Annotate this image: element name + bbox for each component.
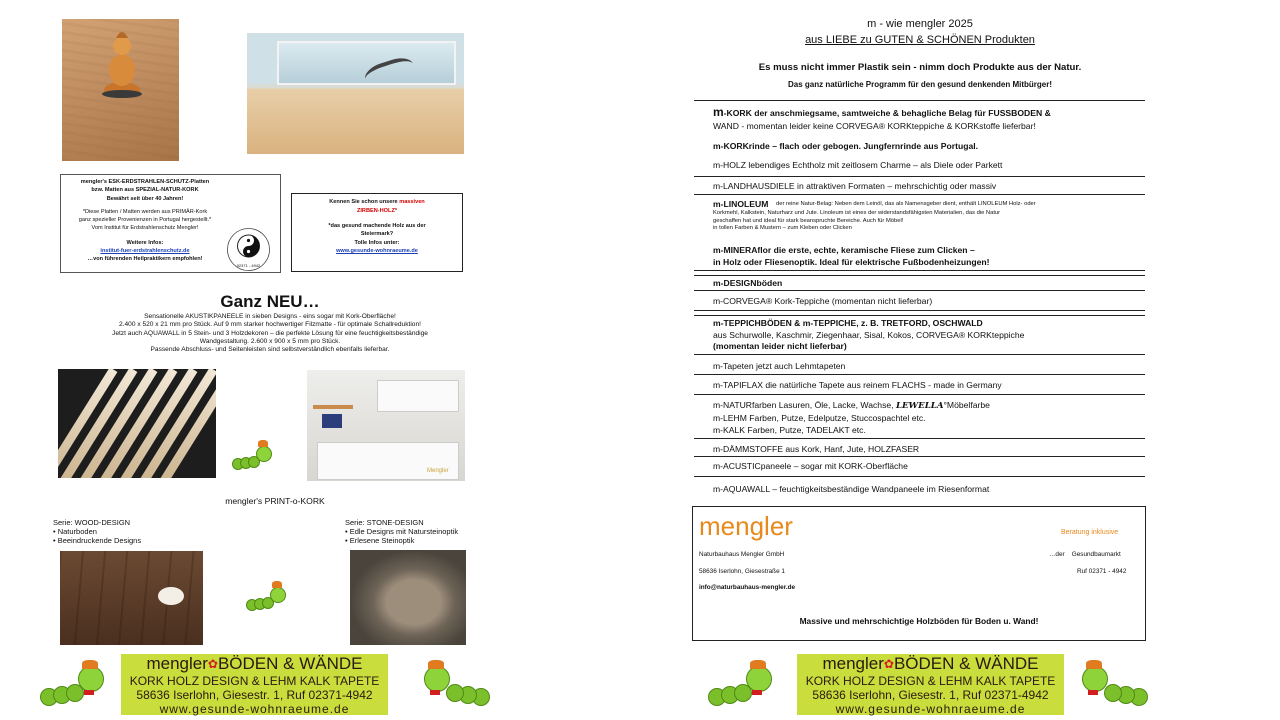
item-teppich-line3: (momentan leider nicht lieferbar) — [713, 341, 847, 351]
item-teppich-line1: m-TEPPICHBÖDEN & m-TEPPICHE, z. B. TRETFORD, OSCHWALD — [713, 318, 983, 328]
banner-line3: 58636 Iserlohn, Giesestr. 1, Ruf 02371-4942 — [812, 688, 1049, 702]
zirben-info-box — [291, 193, 463, 272]
divider — [694, 194, 1145, 195]
kitchen-photo — [307, 370, 465, 481]
living-room-floor-photo — [247, 33, 464, 154]
divider — [694, 310, 1145, 311]
zirben-link[interactable]: www.gesunde-wohnraeume.de — [336, 248, 418, 254]
contact-box — [692, 506, 1146, 641]
zirben-line1: Kennen Sie schon unsere massiven — [329, 199, 425, 205]
banner-line3: 58636 Iserlohn, Giesestr. 1, Ruf 02371-4942 — [136, 688, 373, 702]
kork-box-recommend: …von führenden Heilpraktikern empfohlen! — [87, 256, 203, 262]
acoustic-panels-photo — [58, 369, 216, 478]
item-linoleum-text — [713, 210, 1000, 233]
caterpillar-mascot — [418, 660, 488, 710]
yin-yang-seal — [226, 227, 271, 272]
neu-p5: Passende Abschluss- und Seitenleisten sind selbstverständlich ebenfalls lieferbar. — [150, 346, 390, 354]
linoleum-line: Korkmehl, Kalkstein, Naturharz und Jute. Linoleum ist eines der widerstandsfähigsten Materialien, das die Natur — [713, 210, 1001, 216]
kork-box-since: Bewährt seit über 40 Jahren! — [106, 196, 184, 202]
item-lehm: m-LEHM Farben, Putze, Edelputze, Stuccospachtel etc. — [713, 413, 926, 423]
kitchen-tag: Mengler — [427, 468, 449, 474]
banner-line4: www.gesunde-wohnraeume.de — [159, 702, 350, 716]
right-sub: Das ganz natürliche Programm für den gesund denkenden Mitbürger! — [787, 80, 1053, 89]
banner-line2: KORK HOLZ DESIGN & LEHM KALK TAPETE — [805, 674, 1056, 688]
kork-box-title2: bzw. Matten aus SPEZIAL-NATUR-KORK — [91, 187, 199, 193]
item-linoleum-head: m-LINOLEUM — [713, 199, 769, 209]
seal-phone: 02371 - 4942 — [236, 263, 261, 268]
caterpillar-mascot — [1076, 660, 1146, 710]
wood-design-title: Serie: WOOD-DESIGN — [53, 518, 131, 527]
contact-tagline: Massive und mehrschichtige Holzböden für Boden u. Wand! — [799, 616, 1039, 626]
item-tapiflax: m-TAPIFLAX die natürliche Tapete aus reinem FLACHS - made in Germany — [713, 380, 1002, 390]
buddha-figure — [102, 24, 142, 99]
divider — [694, 374, 1145, 375]
item-corvega: m-CORVEGA® Kork-Teppiche (momentan nicht lieferbar) — [713, 296, 933, 306]
kork-box-note1: *Diese Platten / Matten werden aus PRIMÄR-Kork — [82, 209, 208, 215]
right-header2: aus LIEBE zu GUTEN & SCHÖNEN Produkten — [805, 34, 1035, 46]
linoleum-line: geschaffen hat und ideal für stark beanspruchte Bereiche. Auch für Möbel! — [713, 217, 904, 224]
cat-stone-photo — [350, 550, 466, 645]
neu-p1: Sensationelle AKUSTIKPANEELE in sieben Designs - eins sogar mit Kork-Oberfläche! — [144, 313, 396, 320]
divider — [694, 290, 1145, 291]
item-minera-line2: in Holz oder Fliesenoptik. Ideal für elektrische Fußbodenheizungen! — [713, 257, 990, 267]
item-linoleum-a: der reine Natur-Belag: Neben dem Leinöl, das als Namensgeber dient, enthält LINOLEUM Holz- oder — [776, 201, 1036, 207]
item-kalk: m-KALK Farben, Putze, TADELAKT etc. — [713, 425, 866, 435]
kork-box-title1: mengler's ESK-ERDSTRAHLEN-SCHUTZ-Platten — [80, 179, 210, 185]
item-kork-line2: WAND - momentan leider keine CORVEGA® KORKteppiche & KORKstoffe lieferbar! — [713, 121, 1036, 131]
caterpillar-mascot — [246, 581, 286, 611]
item-korkrinde: m-KORKrinde – flach oder gebogen. Jungfernrinde aus Portugal. — [713, 141, 979, 151]
stone-design-item: • Erlesene Steinoptik — [345, 536, 415, 545]
print-o-kork-heading: mengler's PRINT-o-KORK — [225, 496, 325, 506]
divider — [694, 315, 1145, 316]
stone-design-series — [345, 518, 458, 545]
divider — [694, 354, 1145, 355]
brand-name: mengler — [699, 511, 793, 541]
beratung-text: Beratung inklusive — [1061, 529, 1119, 536]
item-teppich-line2: aus Schurwolle, Kaschmir, Ziegenhaar, Sisal, Kokos, CORVEGA® KORKteppiche — [713, 330, 1025, 340]
left-banner — [121, 654, 388, 715]
right-slogan: Es muss nicht immer Plastik sein - nimm doch Produkte aus der Natur. — [758, 62, 1082, 73]
caterpillar-mascot — [40, 660, 110, 710]
item-aquawall: m-AQUAWALL – feuchtigkeitsbeständige Wandpaneele im Riesenformat — [713, 484, 990, 494]
firm-name: Naturbauhaus Mengler GmbH — [699, 551, 785, 558]
item-naturfarben: m-NATURfarben Lasuren, Öle, Lacke, Wachse, LEWELLA°Möbelfarbe — [713, 400, 990, 411]
wood-design-item: • Beeindruckende Designs — [53, 536, 142, 545]
divider — [694, 176, 1145, 177]
kork-box-info-link[interactable]: institut-fuer-erdstrahlenschutz.de — [100, 248, 190, 254]
email[interactable]: info@naturbauhaus-mengler.de — [699, 584, 796, 591]
item-minera-line1: m-MINERAflor die erste, echte, keramische Fliese zum Clicken – — [713, 245, 975, 255]
banner-line1: mengler✿BÖDEN & WÄNDE — [146, 654, 363, 673]
kork-box-note2: ganz spezieller Provenienzen in Portugal hergestellt.* — [78, 217, 212, 223]
item-kork-line1: m-KORK der anschmiegsame, samtweiche & behagliche Belag für FUSSBODEN & — [713, 105, 1051, 119]
right-banner — [797, 654, 1064, 715]
wood-design-series — [53, 518, 141, 545]
kork-info-box — [60, 174, 281, 273]
linoleum-line: in tollen Farben & Mustern – zum Kleben oder Clicken — [713, 225, 852, 231]
zirben-line3: *das gesund machende Holz aus der — [328, 223, 426, 229]
kork-box-info-label: Weitere Infos: — [126, 240, 164, 246]
caterpillar-mascot — [232, 440, 272, 470]
divider — [694, 275, 1145, 276]
item-landhaus: m-LANDHAUSDIELE in attraktiven Formaten – mehrschichtig oder massiv — [713, 181, 997, 191]
banner-line4: www.gesunde-wohnraeume.de — [835, 702, 1026, 716]
divider — [694, 100, 1145, 101]
right-header1: m - wie mengler 2025 — [867, 18, 973, 30]
gesundbaumarkt-text: …der Gesundbaumarkt — [1049, 551, 1121, 558]
divider — [694, 394, 1145, 395]
neu-p2: 2.400 x 520 x 21 mm pro Stück. Auf 9 mm starker hochwertiger Filzmatte - für optimale Schallreduktion! — [119, 321, 421, 329]
zirben-line2: ZIRBEN-HOLZ* — [356, 208, 398, 214]
divider — [694, 476, 1145, 477]
wood-floor-photo — [60, 551, 203, 645]
neu-p4: Wandgestaltung. 2.600 x 900 x 5 mm pro Stück. — [199, 337, 341, 345]
stone-design-title: Serie: STONE-DESIGN — [345, 518, 424, 527]
wood-design-item: • Naturboden — [53, 527, 97, 536]
divider — [694, 456, 1145, 457]
zirben-line4: Steiermark? — [360, 231, 394, 237]
cork-buddha-photo — [62, 19, 179, 161]
neu-text — [50, 313, 490, 354]
item-tapeten: m-Tapeten jetzt auch Lehmtapeten — [713, 361, 846, 371]
phone: Ruf 02371 - 4942 — [1077, 568, 1127, 575]
item-design: m-DESIGNböden — [713, 278, 783, 288]
divider — [694, 270, 1145, 271]
item-acustic: m-ACUSTICpaneele – sogar mit KORK-Oberfläche — [713, 461, 908, 471]
stone-design-item: • Edle Designs mit Natursteinoptik — [345, 527, 459, 536]
divider — [694, 438, 1145, 439]
banner-line2: KORK HOLZ DESIGN & LEHM KALK TAPETE — [129, 674, 380, 688]
item-daemmstoffe: m-DÄMMSTOFFE aus Kork, Hanf, Jute, HOLZFASER — [713, 444, 920, 454]
caterpillar-mascot — [708, 660, 778, 710]
neu-title: Ganz NEU… — [220, 292, 320, 311]
address: 58636 Iserlohn, Giesestraße 1 — [699, 568, 785, 575]
kork-box-note3: Vom Institut für Erdstrahlenschutz Mengler! — [91, 225, 199, 231]
item-holz: m-HOLZ lebendiges Echtholz mit zeitlosem Charme – als Diele oder Parkett — [713, 160, 1003, 170]
banner-line1: mengler✿BÖDEN & WÄNDE — [822, 654, 1039, 673]
puppy — [158, 587, 184, 605]
zirben-line5: Tolle Infos unter: — [354, 240, 400, 246]
neu-p3: Jetzt auch AQUAWALL in 5 Stein- und 3 Holzdekoren – die perfekte Lösung für eine feuchtigkeitsbeständige — [112, 329, 428, 337]
